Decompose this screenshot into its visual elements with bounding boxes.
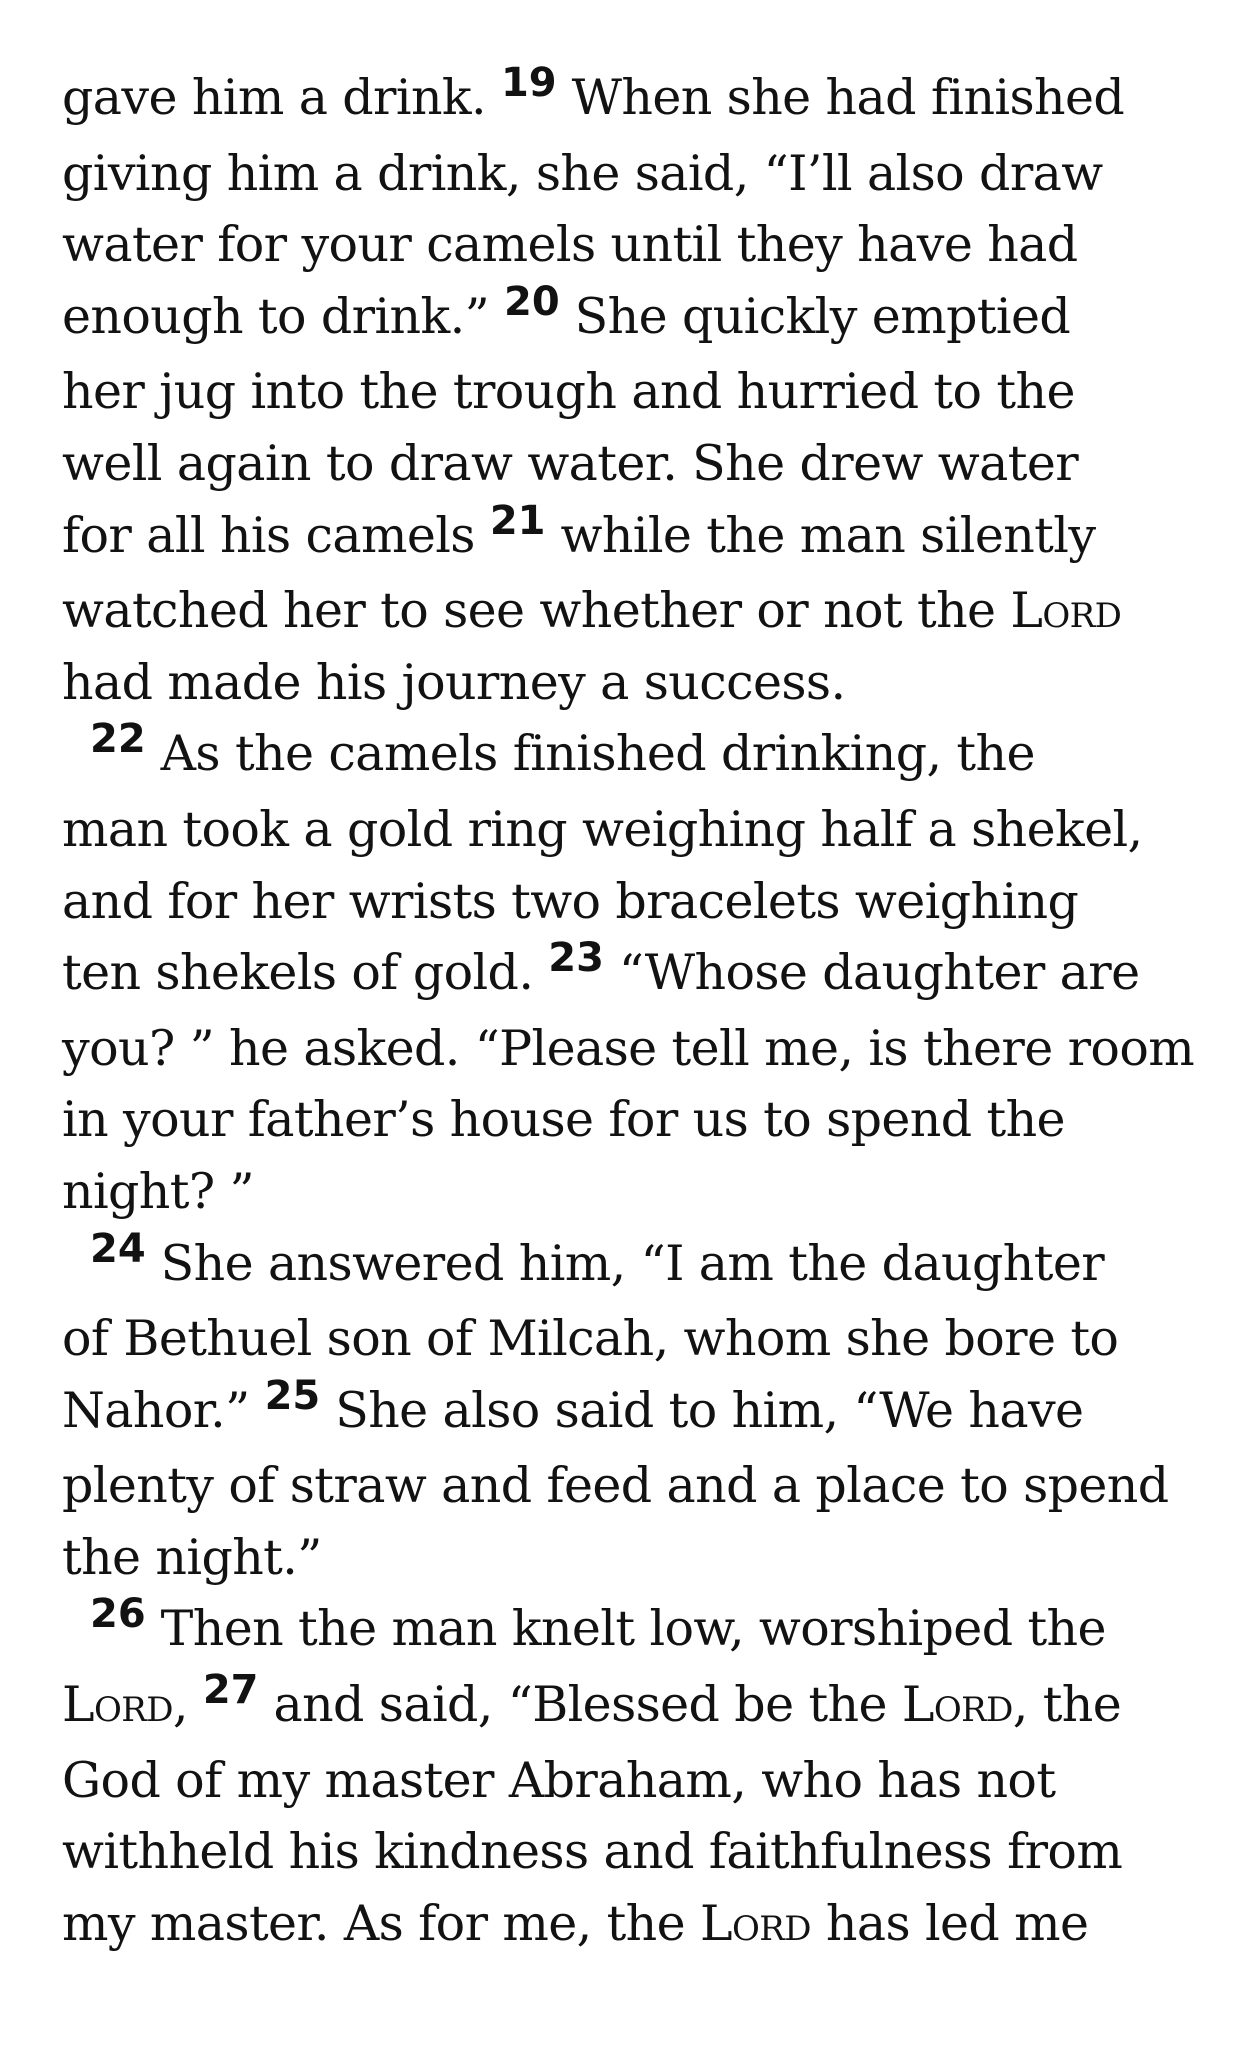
text-line (62, 1888, 1202, 1960)
verse-text: , the (1012, 1676, 1122, 1734)
verse-number[interactable]: 22 (90, 716, 146, 763)
text-line: her jug into the trough and hurried to the (62, 363, 1075, 421)
text-line: and for her wrists two bracelets weighing (62, 872, 1079, 930)
scripture-text (62, 62, 1202, 1959)
verse-number[interactable]: 24 (90, 1225, 146, 1272)
verse-text: my master. As for me, the (62, 1894, 701, 1952)
verse-number[interactable]: 23 (548, 935, 604, 982)
paragraph (62, 718, 1202, 1227)
text-line: night? ” (62, 1162, 254, 1220)
divine-name: Lord (62, 1676, 173, 1734)
text-line: giving him a drink, she said, “I’ll also draw (62, 144, 1103, 202)
text-line: the night.” (62, 1528, 322, 1586)
verse-text: and said, “Blessed be the (258, 1676, 902, 1734)
verse-text: enough to drink.” (62, 287, 504, 345)
text-line: you? ” he asked. “Please tell me, is there room (62, 1019, 1195, 1077)
text-line: man took a gold ring weighing half a shekel, (62, 800, 1143, 858)
verse-text: Nahor.” (62, 1381, 265, 1439)
verse-number[interactable]: 27 (202, 1667, 259, 1714)
text-line (62, 497, 1202, 576)
text-line (62, 1372, 1202, 1451)
verse-text: has led me (810, 1894, 1089, 1952)
text-line (62, 575, 1202, 647)
paragraph (62, 1593, 1202, 1959)
verse-text: ten shekels of gold. (62, 944, 549, 1002)
paragraph (62, 1225, 1202, 1594)
text-line: of Bethuel son of Milcah, whom she bore to (62, 1310, 1119, 1368)
text-line (62, 1593, 1202, 1669)
verse-text: gave him a drink. (62, 69, 501, 126)
text-line: had made his journey a success. (62, 653, 846, 711)
text-line (62, 718, 1202, 794)
verse-text: , (172, 1676, 203, 1734)
text-line: withheld his kindness and faithfulness from (62, 1823, 1123, 1881)
verse-text: for all his camels (62, 506, 490, 564)
text-line (62, 1225, 1202, 1304)
divine-name: Lord (700, 1894, 811, 1952)
verse-number[interactable]: 25 (264, 1372, 321, 1419)
text-line: water for your camels until they have had (62, 216, 1078, 274)
text-line (62, 937, 1202, 1013)
verse-text: while the man silently (545, 506, 1096, 564)
verse-text: When she had finished (556, 69, 1125, 126)
text-line (62, 278, 1202, 357)
verse-number[interactable]: 20 (504, 278, 560, 325)
text-line: God of my master Abraham, who has not (62, 1751, 1056, 1809)
verse-text: “Whose daughter are (603, 944, 1140, 1002)
verse-text: watched her to see whether or not the (62, 582, 1011, 640)
verse-text: As the camels finished drinking, the (145, 725, 1035, 783)
text-line: in your father’s house for us to spend the (62, 1091, 1065, 1149)
verse-number[interactable]: 19 (500, 60, 557, 106)
verse-number[interactable]: 21 (489, 497, 546, 544)
verse-text: Then the man knelt low, worshiped the (145, 1600, 1106, 1658)
paragraph (62, 62, 1202, 718)
verse-text: She also said to him, “We have (320, 1381, 1084, 1439)
text-line (62, 1669, 1202, 1745)
divine-name: Lord (1010, 582, 1122, 640)
verse-text: She quickly emptied (559, 287, 1071, 345)
text-line: plenty of straw and feed and a place to spend (62, 1457, 1169, 1515)
divine-name: Lord (901, 1676, 1013, 1734)
text-line (62, 62, 1202, 138)
text-line: well again to draw water. She drew water (62, 434, 1079, 492)
verse-number[interactable]: 26 (90, 1591, 146, 1638)
verse-text: She answered him, “I am the daughter (145, 1234, 1105, 1292)
